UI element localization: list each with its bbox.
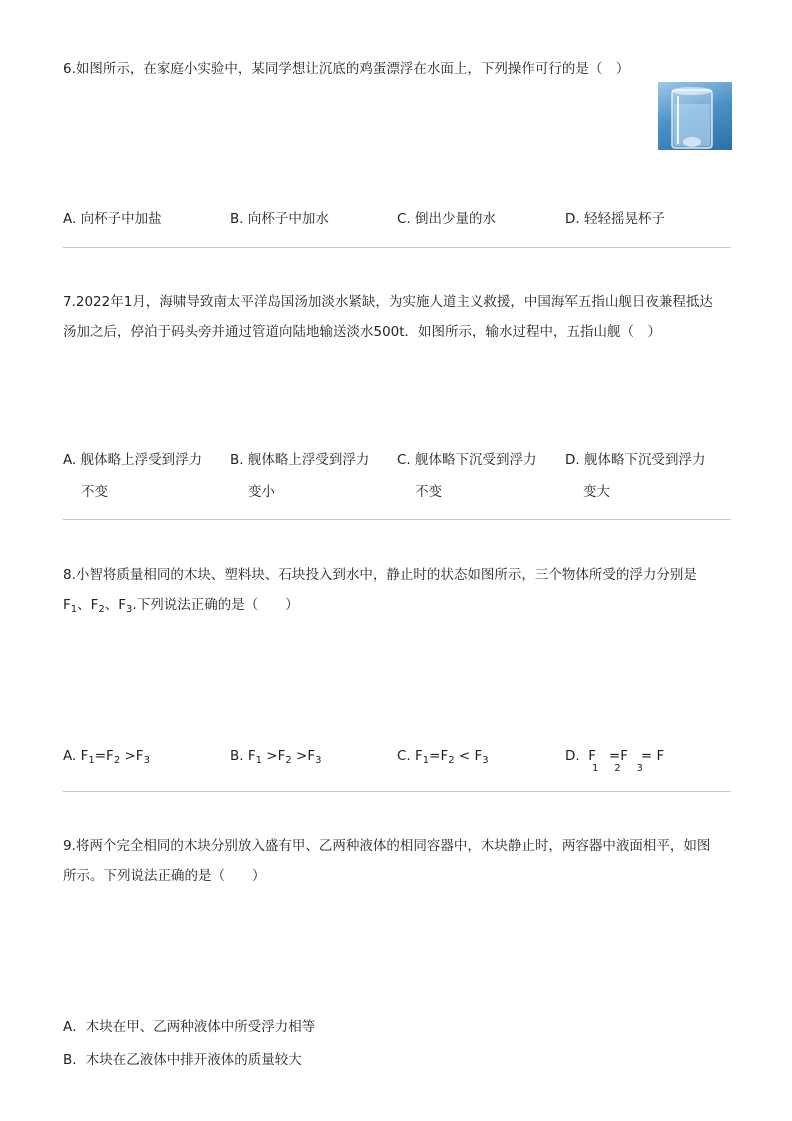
q7-stem-line1: 7.2022年1月，海啸导致南太平洋岛国汤加淡水紧缺，为实施人道主义救援，中国海军五指山舰日夜兼程抵达 [63,294,713,310]
subscript: 3 [126,604,133,615]
q7-option-a-line2: 不变 [81,484,108,500]
subscript: 1 [422,755,430,766]
subscript: 2 [285,755,292,766]
glass-of-water-image [658,82,732,150]
q9-stem-line1: 9.将两个完全相同的木块分别放入盛有甲、乙两种液体的相同容器中，木块静止时，两容器中液面相平，如图 [63,838,711,854]
q9-option-b: B．木块在乙液体中排开液体的质量较大 [63,1052,302,1068]
subscript: 3 [315,755,322,766]
q8-option-b [230,748,321,764]
text-fragment: 、F [104,597,127,613]
q7-option-d-line1: D. 舰体略下沉受到浮力 [565,452,706,468]
q7-option-b [230,448,369,500]
text-fragment: =F [94,748,114,764]
q8-option-a [63,748,150,764]
q9-stem-line2: 所示。下列说法正确的是（ ） [63,868,266,884]
q8-option-d-line1: D. F =F = F [565,748,665,764]
q8-stem-line2 [63,593,299,613]
subscript: 2 [98,604,105,615]
q7-option-c [397,448,537,500]
subscript: 2 [113,755,121,766]
q7-option-d-line2: 变大 [583,484,610,500]
q7-option-c-line1: C. 舰体略下沉受到浮力 [397,452,537,468]
text-fragment: >F [261,748,286,764]
q8-option-d [565,748,664,774]
q8-stem-line1: 8.小智将质量相同的木块、塑料块、石块投入到水中，静止时的状态如图所示，三个物体所受的浮力分别是 [63,567,697,583]
subscript: 3 [482,755,489,766]
q6-option-d: D. 轻轻摇晃杯子 [565,211,665,227]
text-fragment: < F [454,748,483,764]
subscript: 1 [88,755,95,766]
q7-option-a-line1: A. 舰体略上浮受到浮力 [63,452,203,468]
q8-option-c [397,748,489,764]
q7-option-b-line2: 变小 [248,484,275,500]
text-fragment: >F [291,748,316,764]
q7-option-c-line2: 不变 [415,484,442,500]
q7-option-d [565,448,705,500]
subscript: 1 [255,755,262,766]
text-fragment: .下列说法正确的是（ ） [132,597,299,613]
text-fragment: C. F [397,748,423,764]
divider [63,247,731,248]
q7-stem-line2: 汤加之后，停泊于码头旁并通过管道向陆地输送淡水500t．如图所示，输水过程中，五指山舰（ ） [63,324,662,340]
text-fragment: 、F [77,597,99,613]
q6-option-a: A. 向杯子中加盐 [63,211,162,227]
q9-option-a: A．木块在甲、乙两种液体中所受浮力相等 [63,1019,316,1035]
q6-option-b: B. 向杯子中加水 [230,211,329,227]
subscript: 3 [143,755,150,766]
text-fragment: >F [120,748,144,764]
subscript: 1 [70,604,78,615]
subscript: 2 [448,755,455,766]
text-fragment: =F [429,748,449,764]
q6-stem: 6.如图所示，在家庭小实验中，某同学想让沉底的鸡蛋漂浮在水面上，下列操作可行的是（ ） [63,61,630,77]
text-fragment: F [63,597,71,613]
text-fragment: B. F [230,748,256,764]
q7-option-a [63,448,202,500]
q8-option-d-subscripts: 1 2 3 [592,763,643,774]
divider [63,519,731,520]
text-fragment: A. F [63,748,89,764]
q6-option-c: C. 倒出少量的水 [397,211,497,227]
divider [63,791,731,792]
q7-option-b-line1: B. 舰体略上浮受到浮力 [230,452,370,468]
